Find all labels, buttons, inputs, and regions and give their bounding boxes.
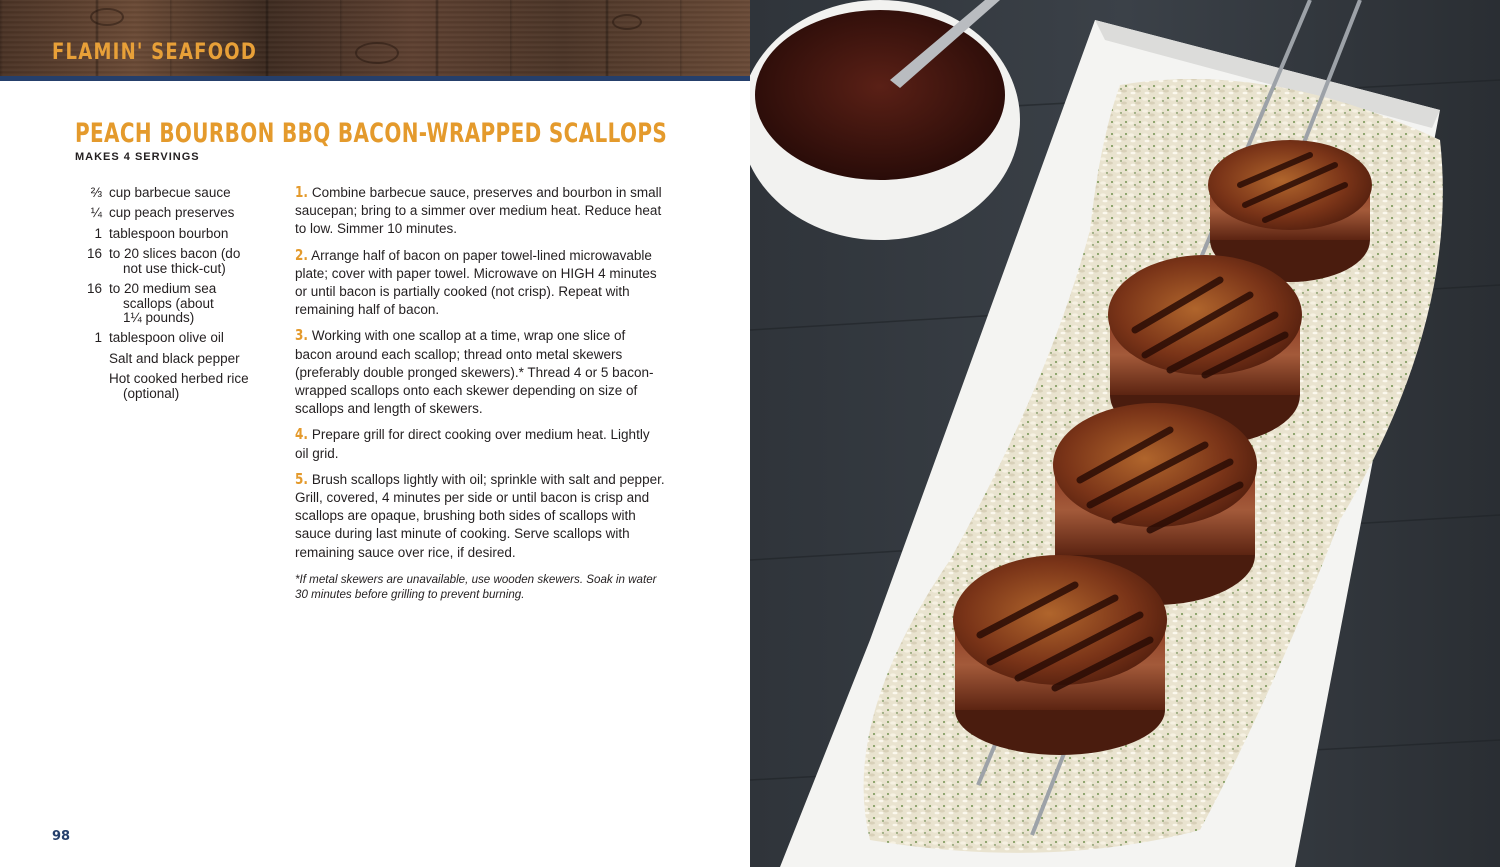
step-text: Prepare grill for direct cooking over medium heat. Lightly oil grid. [295,427,650,461]
bbq-sauce [755,10,1005,180]
ingredient-text: (optional) [123,385,180,401]
ingredient-text: cup barbecue sauce [109,185,231,200]
step-text: Working with one scallop at a time, wrap one slice of bacon around each scallop; thread onto metal skewers (preferably double pronged skewers).* Thread 4 or 5 bacon-wrapped scallops onto each skewer depending on size of scallops and length of skewers. [295,328,654,417]
step-number: 1. [295,183,308,201]
wood-knot [612,14,642,30]
ingredient-qty: ¼ [90,205,102,220]
footnote: *If metal skewers are unavailable, use wooden skewers. Soak in water 30 minutes before grilling to prevent burning. [295,572,657,602]
method-steps [295,183,665,614]
step [295,326,665,418]
ingredient-text: to 20 medium sea [109,281,217,296]
ingredient-qty: 1 [94,330,102,345]
chapter-title: FLAMIN' SEAFOOD [52,40,258,65]
ingredient-qty: ⅔ [90,185,102,200]
step-text: Brush scallops lightly with oil; sprinkle with salt and pepper. Grill, covered, 4 minutes per side or until bacon is crisp and scallops are opaque, brushing both sides of scallops with sauce during last minute of cooking. Serve scallops with remaining sauce over rice, if desired. [295,471,665,560]
step-number: 2. [295,245,308,264]
ingredient-text: scallops (about [123,295,214,311]
ingredient-text: 1¼ pounds) [123,310,195,325]
ingredient-qty: 16 [86,281,102,296]
header-rule [0,76,750,81]
step [295,425,665,462]
step [295,470,665,562]
ingredient-text: tablespoon olive oil [109,330,224,345]
ingredient-qty: 1 [94,226,102,241]
wood-knot [90,8,124,26]
page-number: 98 [52,829,71,844]
step-text: Arrange half of bacon on paper towel-lined microwavable plate; cover with paper towel. Microwave on HIGH 4 minutes or until bacon is partially cooked (not crisp). Repeat with remaining half of bacon. [295,247,657,318]
recipe-title: PEACH BOURBON BBQ BACON-WRAPPED SCALLOPS [75,118,668,149]
ingredient-text: not use thick-cut) [123,260,226,276]
bacon-wrapped-scallop [953,555,1167,755]
step-number: 4. [295,425,308,444]
step-number: 5. [295,469,308,488]
ingredient-text: to 20 slices bacon (do [109,246,241,261]
recipe-photo [750,0,1500,867]
wood-header-band [0,0,750,76]
wood-knot [355,42,399,64]
step-text: Combine barbecue sauce, preserves and bourbon in small saucepan; bring to a simmer over medium heat. Reduce heat to low. Simmer 10 minutes. [295,185,662,237]
servings-label: MAKES 4 SERVINGS [75,151,200,163]
step [295,183,665,239]
ingredient-qty: 16 [86,246,102,261]
ingredient-text: Hot cooked herbed rice [109,371,249,386]
step-number: 3. [295,326,308,345]
ingredient-text: tablespoon bourbon [109,226,229,241]
ingredient-text: Salt and black pepper [109,351,240,366]
step [295,246,665,320]
ingredient-text: cup peach preserves [109,205,235,220]
